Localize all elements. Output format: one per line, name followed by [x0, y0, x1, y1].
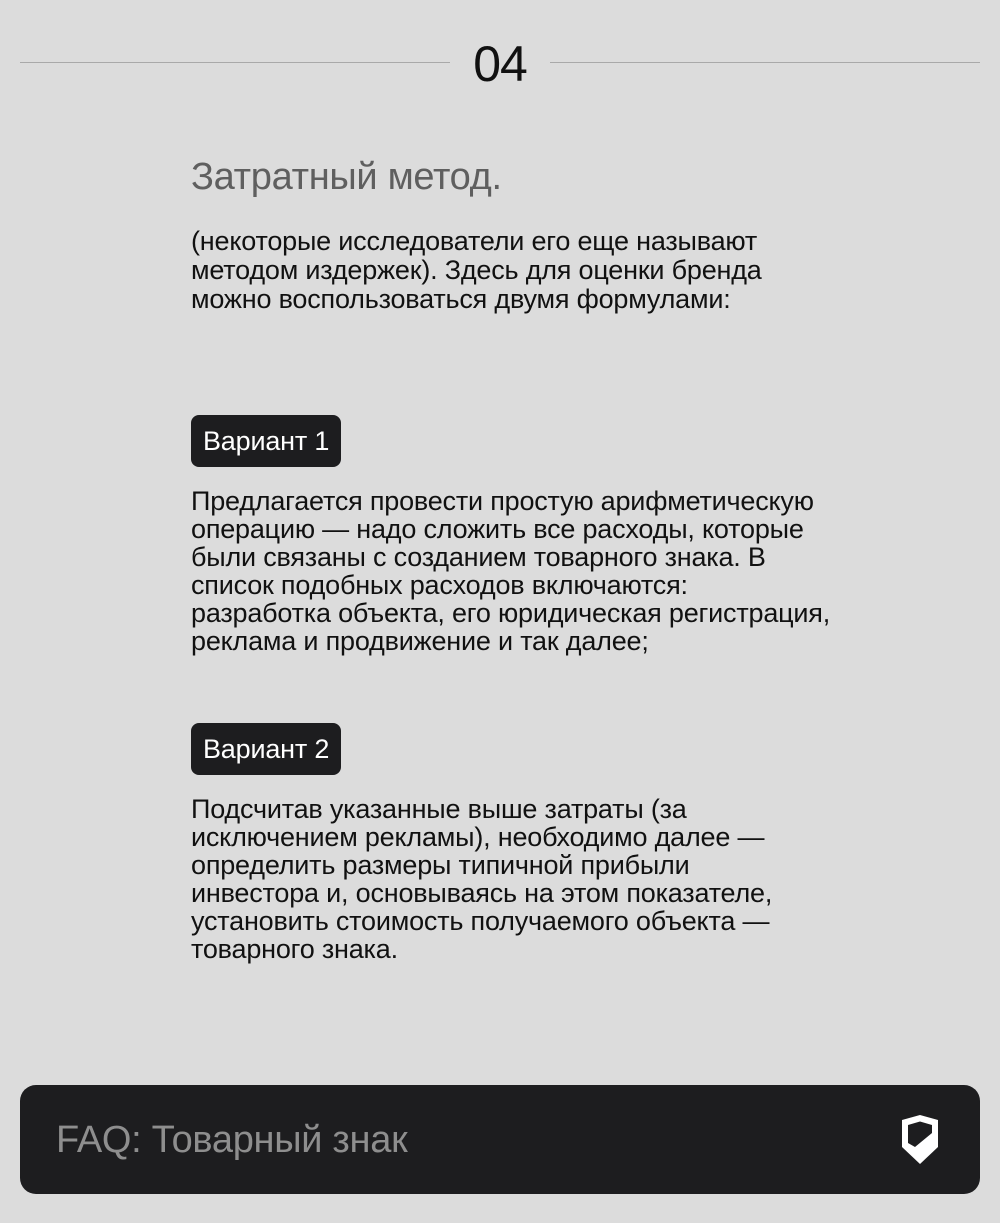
footer-title: FAQ: Товарный знак	[56, 1119, 408, 1161]
variant-1-badge: Вариант 1	[191, 415, 341, 467]
variant-2-badge: Вариант 2	[191, 723, 341, 775]
footer-bar	[20, 1085, 980, 1194]
page-number: 04	[473, 36, 527, 92]
shield-icon	[898, 1113, 942, 1167]
header-divider-left	[20, 62, 450, 63]
intro-text: (некоторые исследователи его еще называют методом издержек). Здесь для оценки бренда можно воспользоваться двумя формулами:	[191, 226, 762, 314]
variant-1-text: Предлагается провести простую арифметическую операцию — надо сложить все расходы, которые были связаны с созданием товарного знака. В список подобных расходов включаются: разработка объекта, его юридическая регистрация, реклама и продвижение и так далее;	[191, 486, 831, 656]
header-divider-right	[550, 62, 980, 63]
variant-2-text: Подсчитав указанные выше затраты (за исключением рекламы), необходимо далее — определить размеры типичной прибыли инвестора и, основываясь на этом показателе, установить стоимость получаемого объекта — товарного знака.	[191, 794, 773, 964]
section-title: Затратный метод.	[191, 156, 502, 198]
